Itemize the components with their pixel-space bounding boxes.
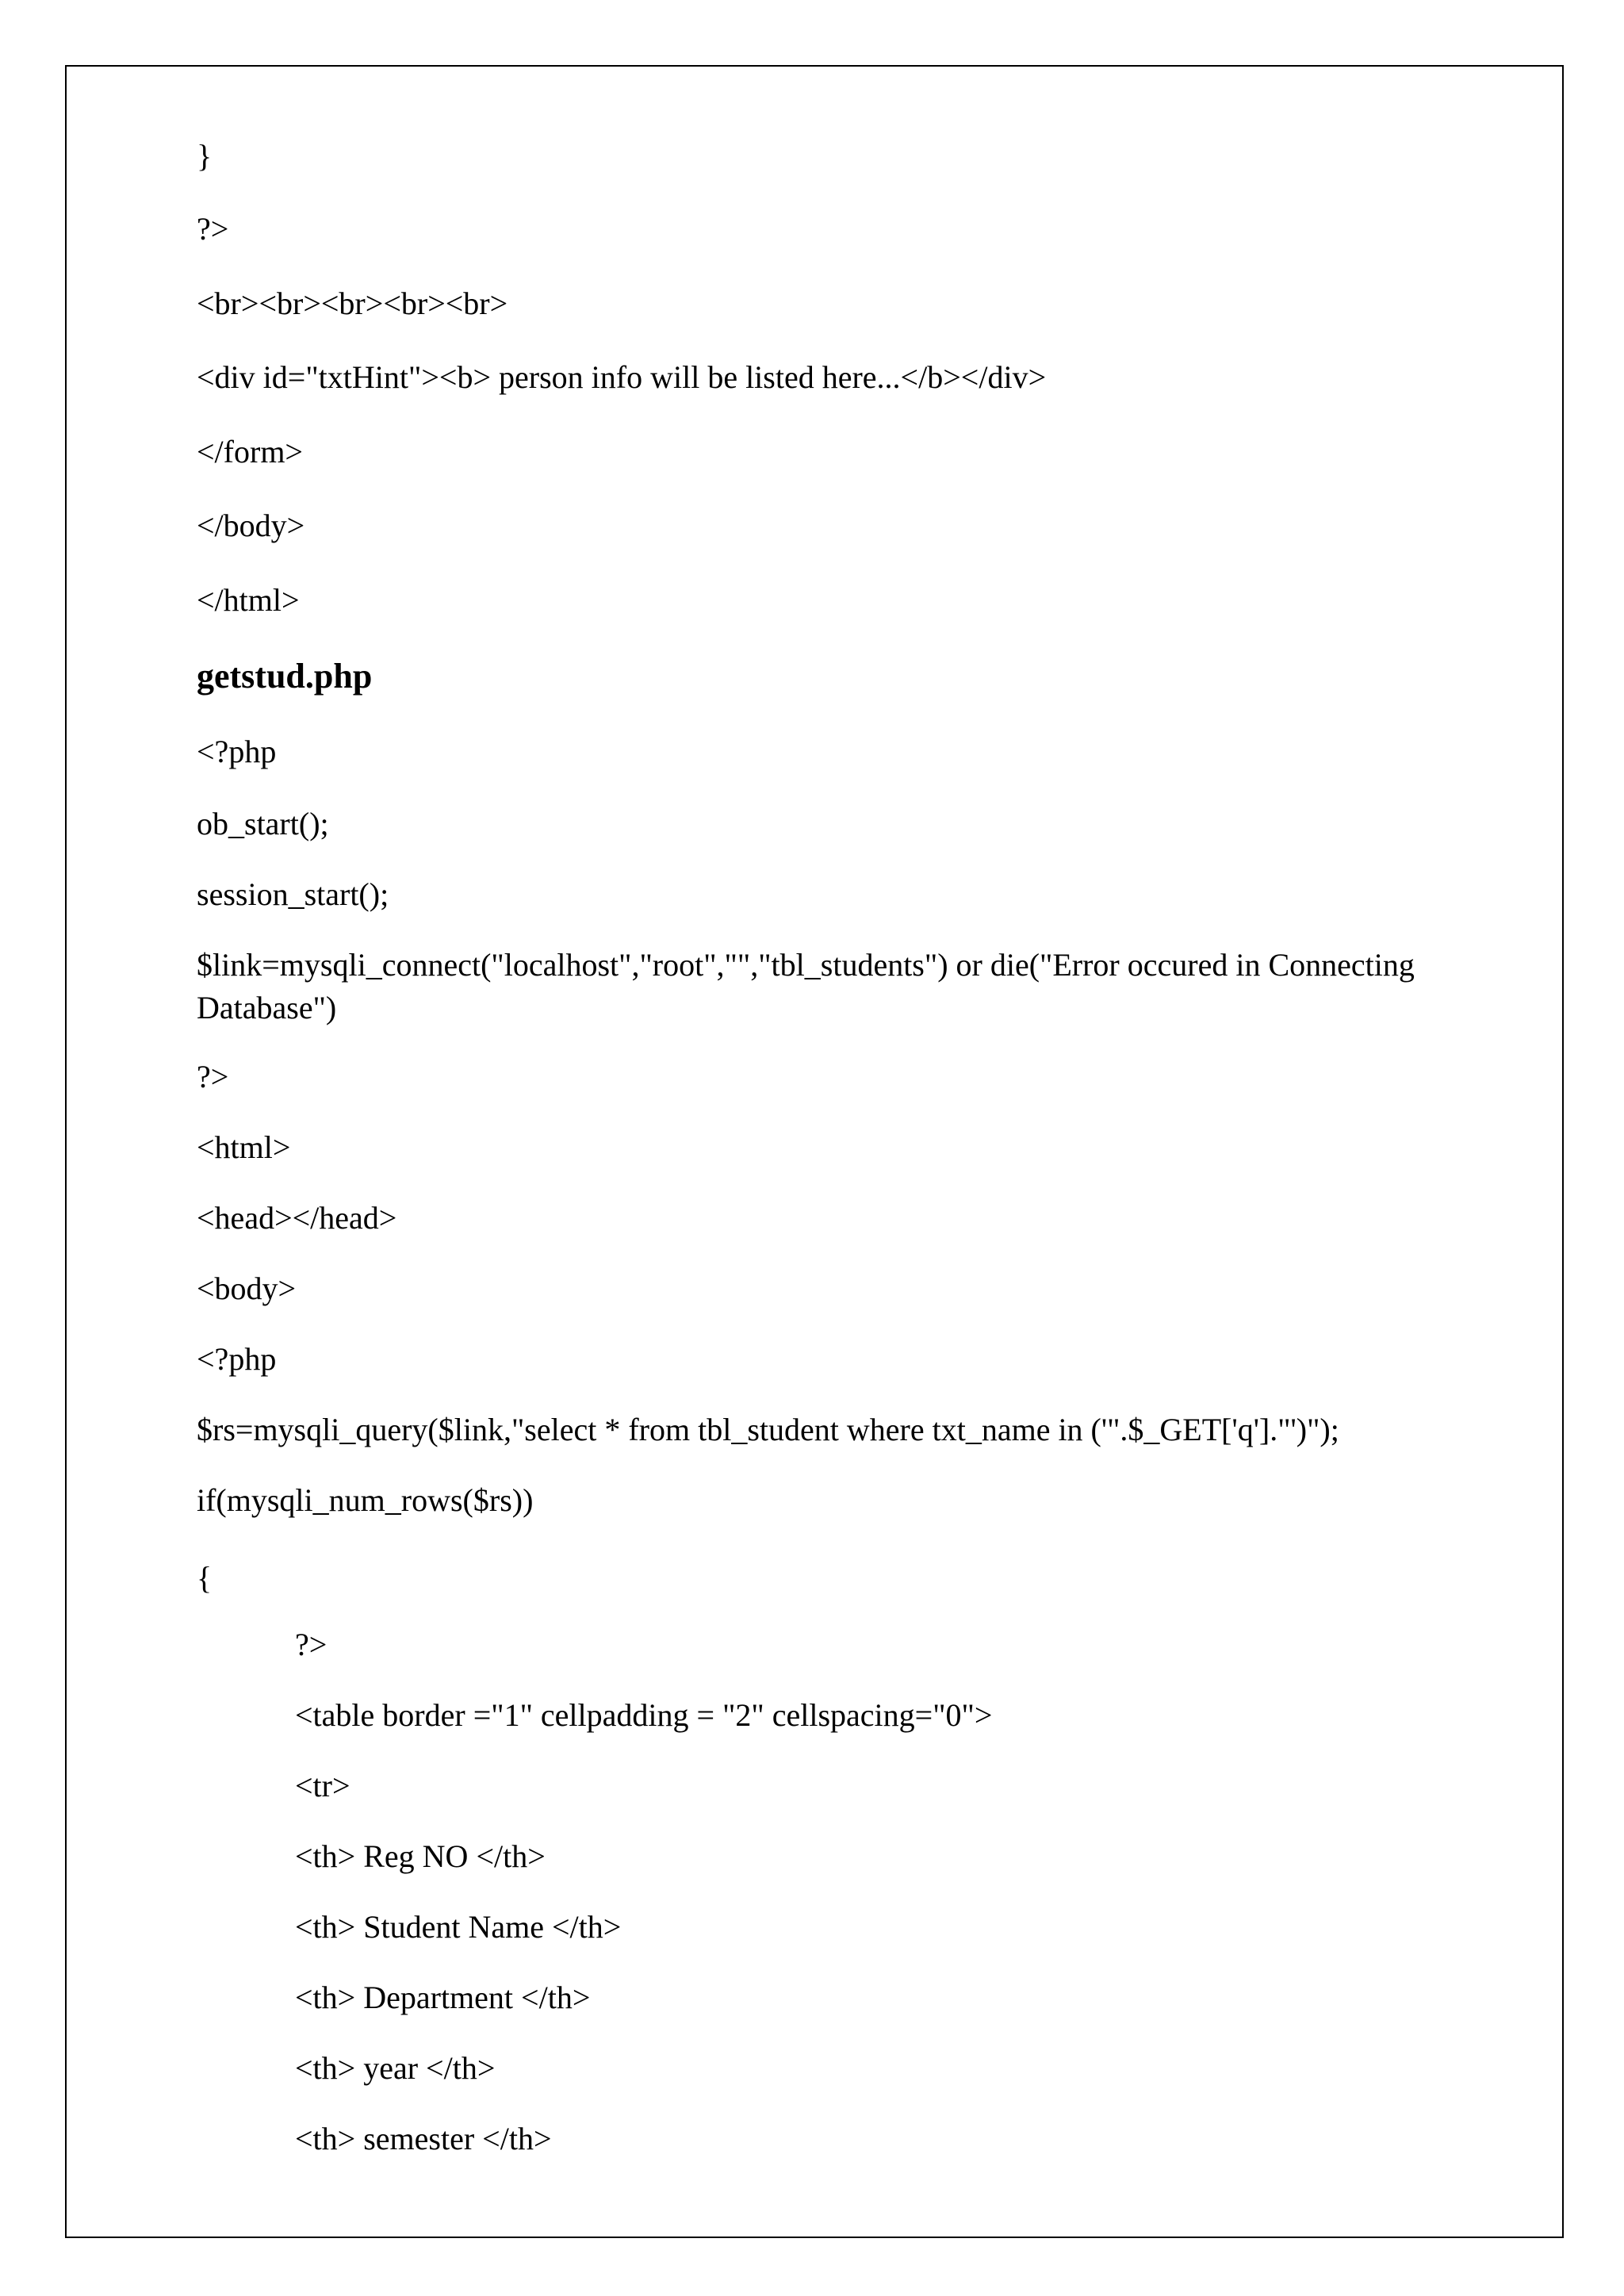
code-line: <?php [197,1341,277,1377]
code-line: </html> [197,582,300,618]
code-line: <th> semester </th> [295,2121,552,2156]
code-line: <html> [197,1129,291,1165]
file-heading: getstud.php [197,657,373,696]
code-line: ?> [295,1627,327,1662]
code-line: <head></head> [197,1200,397,1236]
code-line: } [197,138,213,174]
code-line: if(mysqli_num_rows($rs)) [197,1482,534,1518]
code-line: <th> Reg NO </th> [295,1838,546,1874]
code-line: <th> Department </th> [295,1980,591,2015]
code-line: </body> [197,508,305,543]
code-line: ob_start(); [197,806,329,841]
code-line: session_start(); [197,876,389,912]
code-line: ?> [197,211,229,247]
code-line: <th> Student Name </th> [295,1909,622,1945]
code-line: </form> [197,434,303,470]
code-line: <div id="txtHint"><b> person info will be listed here...</b></div> [197,359,1047,395]
code-line: $link=mysqli_connect("localhost","root","","tbl_students") or die("Error occured in Connecting Database") [197,947,1415,1025]
code-line: { [197,1560,213,1596]
code-line: <body> [197,1271,297,1306]
code-line: <?php [197,734,277,769]
code-line: <br><br><br><br><br> [197,286,508,321]
code-line: <table border ="1" cellpadding = "2" cellspacing="0"> [295,1697,993,1733]
code-line: <tr> [295,1768,350,1803]
code-line: $rs=mysqli_query($link,"select * from tbl_student where txt_name in ('".$_GET['q']."')"); [197,1412,1339,1447]
code-line: <th> year </th> [295,2050,496,2086]
code-line: ?> [197,1059,229,1094]
